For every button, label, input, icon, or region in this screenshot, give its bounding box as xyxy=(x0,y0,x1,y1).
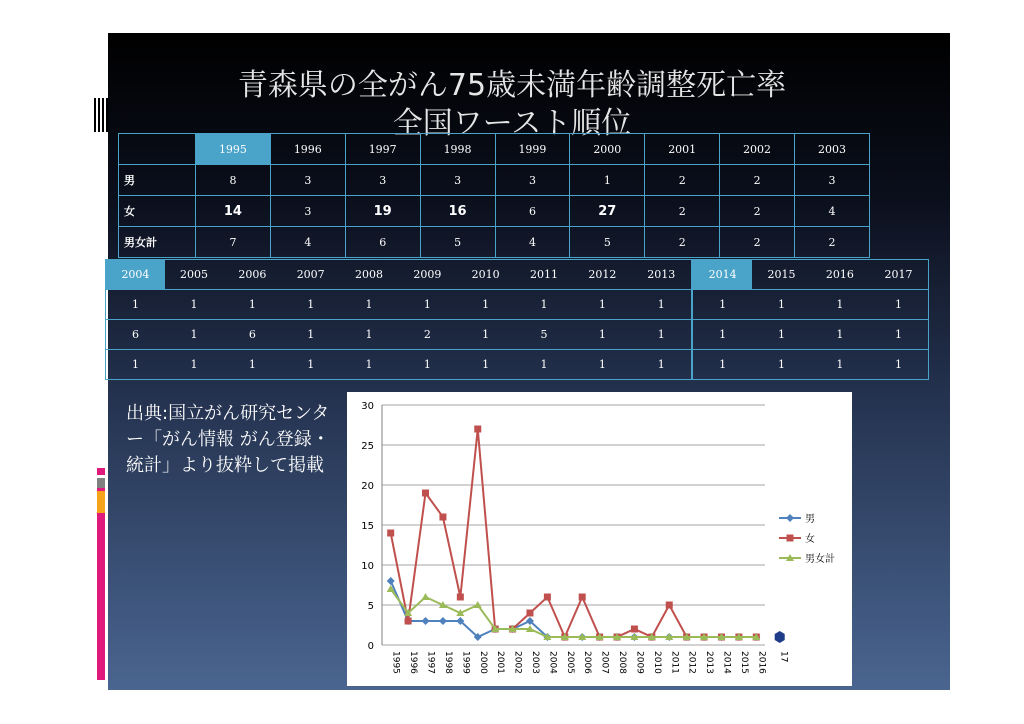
data-point xyxy=(422,593,430,600)
source-citation: 出典:国立がん研究センター「がん情報 がん登録・統計」より抜粋して掲載 xyxy=(126,403,330,476)
rank-cell: 1 xyxy=(811,290,869,320)
x-tick-label: 2015 xyxy=(738,651,749,674)
rank-cell: 1 xyxy=(282,350,340,380)
rank-cell: 1 xyxy=(165,320,223,350)
rank-cell: 2 xyxy=(645,196,720,227)
x-tick-label: 2009 xyxy=(634,651,645,674)
rank-cell: 6 xyxy=(495,196,570,227)
year-header-cell: 2008 xyxy=(340,260,398,290)
rank-cell: 1 xyxy=(457,350,515,380)
rank-cell: 1 xyxy=(340,320,398,350)
table-header-row xyxy=(106,260,929,290)
data-point xyxy=(544,594,551,601)
rank-cell: 3 xyxy=(270,196,345,227)
rank-cell: 1 xyxy=(869,290,929,320)
rank-cell: 3 xyxy=(795,165,870,196)
rank-cell: 3 xyxy=(420,165,495,196)
data-point xyxy=(387,530,394,537)
x-tick-label: 2011 xyxy=(669,651,680,674)
year-header-cell: 1999 xyxy=(495,134,570,165)
rank-cell: 1 xyxy=(632,350,692,380)
table-row xyxy=(119,227,870,258)
data-point xyxy=(387,577,395,585)
year-header-cell: 2005 xyxy=(165,260,223,290)
rank-cell: 1 xyxy=(457,320,515,350)
rank-cell: 4 xyxy=(495,227,570,258)
ranking-table-2004-2017 xyxy=(105,259,929,380)
year-header-cell: 2017 xyxy=(869,260,929,290)
x-tick-label: 2007 xyxy=(599,651,610,674)
y-tick-label: 25 xyxy=(361,441,374,452)
rank-cell: 5 xyxy=(515,320,573,350)
extra-point-marker xyxy=(775,631,785,643)
rank-cell: 1 xyxy=(282,290,340,320)
rank-cell: 16 xyxy=(420,196,495,227)
legend-label: 女 xyxy=(805,534,815,545)
rank-cell: 5 xyxy=(570,227,645,258)
table-header-row xyxy=(119,134,870,165)
row-label-cell: 男 xyxy=(119,165,196,196)
x-tick-label: 2016 xyxy=(756,651,767,674)
data-point xyxy=(474,426,481,433)
rank-cell: 1 xyxy=(692,320,752,350)
y-tick-label: 5 xyxy=(367,601,374,612)
x-tick-label: 1995 xyxy=(390,651,401,674)
rank-cell: 1 xyxy=(573,320,631,350)
legend-label: 男 xyxy=(805,514,815,525)
y-tick-label: 10 xyxy=(361,561,374,572)
year-header-cell: 2013 xyxy=(632,260,692,290)
ranking-table-1995-2003 xyxy=(118,133,870,258)
data-point xyxy=(422,490,429,497)
x-tick-label: 2013 xyxy=(704,651,715,674)
data-point xyxy=(457,594,464,601)
x-tick-label: 2012 xyxy=(686,651,697,674)
rank-cell: 1 xyxy=(165,350,223,380)
rank-cell: 1 xyxy=(106,350,165,380)
year-header-cell: 2006 xyxy=(223,260,281,290)
rank-cell: 1 xyxy=(106,290,165,320)
rank-cell: 7 xyxy=(196,227,271,258)
rank-cell: 1 xyxy=(223,290,281,320)
ranking-line-chart xyxy=(347,392,852,686)
year-header-cell: 2009 xyxy=(398,260,456,290)
rank-cell: 1 xyxy=(752,320,810,350)
year-header-cell: 2014 xyxy=(692,260,752,290)
x-tick-label-extra: 17 xyxy=(778,651,789,663)
year-header-cell: 1996 xyxy=(270,134,345,165)
table-corner-cell xyxy=(119,134,196,165)
x-tick-label: 2004 xyxy=(547,651,558,674)
rank-cell: 1 xyxy=(752,350,810,380)
rank-cell: 2 xyxy=(795,227,870,258)
rank-cell: 2 xyxy=(720,196,795,227)
year-header-cell: 2003 xyxy=(795,134,870,165)
row-label-cell: 男女計 xyxy=(119,227,196,258)
rank-cell: 1 xyxy=(340,290,398,320)
year-header-cell: 1995 xyxy=(196,134,271,165)
year-header-cell: 1997 xyxy=(345,134,420,165)
slide-title-line1: 青森県の全がん75歳未満年齢調整死亡率 xyxy=(237,68,787,103)
rank-cell: 27 xyxy=(570,196,645,227)
rank-cell: 4 xyxy=(795,196,870,227)
x-tick-label: 2000 xyxy=(477,651,488,674)
data-point xyxy=(422,617,430,625)
year-header-cell: 2001 xyxy=(645,134,720,165)
y-tick-label: 20 xyxy=(361,481,374,492)
data-point xyxy=(631,626,638,633)
rank-cell: 2 xyxy=(398,320,456,350)
rank-cell: 1 xyxy=(282,320,340,350)
rank-cell: 1 xyxy=(165,290,223,320)
table-row xyxy=(106,290,929,320)
data-point xyxy=(579,594,586,601)
rank-cell: 1 xyxy=(692,350,752,380)
rank-cell: 1 xyxy=(457,290,515,320)
rank-cell: 6 xyxy=(106,320,165,350)
rank-cell: 1 xyxy=(573,290,631,320)
rank-cell: 5 xyxy=(420,227,495,258)
rank-cell: 1 xyxy=(632,290,692,320)
year-header-cell: 2015 xyxy=(752,260,810,290)
data-point xyxy=(526,610,533,617)
rank-cell: 3 xyxy=(495,165,570,196)
x-tick-label: 2008 xyxy=(617,651,628,674)
table-row xyxy=(119,165,870,196)
x-tick-label: 2014 xyxy=(721,651,732,674)
y-tick-label: 0 xyxy=(367,641,374,652)
chart-svg xyxy=(347,392,852,686)
rank-cell: 1 xyxy=(573,350,631,380)
series-line-2 xyxy=(391,589,757,637)
gray-accent-block xyxy=(97,478,105,488)
year-header-cell: 2002 xyxy=(720,134,795,165)
rank-cell: 1 xyxy=(223,350,281,380)
rank-cell: 1 xyxy=(340,350,398,380)
rank-cell: 1 xyxy=(752,290,810,320)
year-header-cell: 2011 xyxy=(515,260,573,290)
data-point xyxy=(439,514,446,521)
rank-cell: 1 xyxy=(570,165,645,196)
rank-cell: 1 xyxy=(811,320,869,350)
year-header-cell: 2016 xyxy=(811,260,869,290)
table-row xyxy=(119,196,870,227)
rank-cell: 1 xyxy=(515,350,573,380)
x-tick-label: 1997 xyxy=(425,651,436,674)
x-tick-label: 2003 xyxy=(529,651,540,674)
year-header-cell: 2012 xyxy=(573,260,631,290)
x-tick-label: 2010 xyxy=(651,651,662,674)
y-tick-label: 30 xyxy=(361,401,374,412)
table-row xyxy=(106,350,929,380)
rank-cell: 14 xyxy=(196,196,271,227)
rank-cell: 2 xyxy=(720,227,795,258)
x-tick-label: 2006 xyxy=(582,651,593,674)
rank-cell: 3 xyxy=(270,165,345,196)
row-label-cell: 女 xyxy=(119,196,196,227)
legend-marker xyxy=(786,514,794,522)
x-tick-label: 2002 xyxy=(512,651,523,674)
rank-cell: 1 xyxy=(398,350,456,380)
x-tick-label: 1998 xyxy=(442,651,453,674)
rank-cell: 19 xyxy=(345,196,420,227)
year-header-cell: 1998 xyxy=(420,134,495,165)
table-row xyxy=(106,320,929,350)
rank-cell: 2 xyxy=(645,165,720,196)
data-point xyxy=(666,602,673,609)
rank-cell: 2 xyxy=(645,227,720,258)
x-tick-label: 2001 xyxy=(495,651,506,674)
legend-label: 男女計 xyxy=(805,554,835,565)
slide-title-line2: 全国ワースト順位 xyxy=(392,106,632,141)
rank-cell: 1 xyxy=(692,290,752,320)
rank-cell: 6 xyxy=(345,227,420,258)
year-header-cell: 2007 xyxy=(282,260,340,290)
rank-cell: 3 xyxy=(345,165,420,196)
rank-cell: 1 xyxy=(515,290,573,320)
data-point xyxy=(405,618,412,625)
series-line-0 xyxy=(391,581,757,637)
x-tick-label: 2005 xyxy=(564,651,575,674)
orange-accent-block xyxy=(97,491,105,513)
y-tick-label: 15 xyxy=(361,521,374,532)
rank-cell: 2 xyxy=(720,165,795,196)
year-header-cell: 2000 xyxy=(570,134,645,165)
x-tick-label: 1996 xyxy=(408,651,419,674)
x-tick-label: 1999 xyxy=(460,651,471,674)
rank-cell: 1 xyxy=(869,350,929,380)
rank-cell: 1 xyxy=(869,320,929,350)
rank-cell: 6 xyxy=(223,320,281,350)
year-header-cell: 2004 xyxy=(106,260,165,290)
rank-cell: 1 xyxy=(811,350,869,380)
legend-marker xyxy=(787,535,794,542)
rank-cell: 1 xyxy=(398,290,456,320)
year-header-cell: 2010 xyxy=(457,260,515,290)
rank-cell: 8 xyxy=(196,165,271,196)
rank-cell: 1 xyxy=(632,320,692,350)
data-point xyxy=(439,617,447,625)
rank-cell: 4 xyxy=(270,227,345,258)
